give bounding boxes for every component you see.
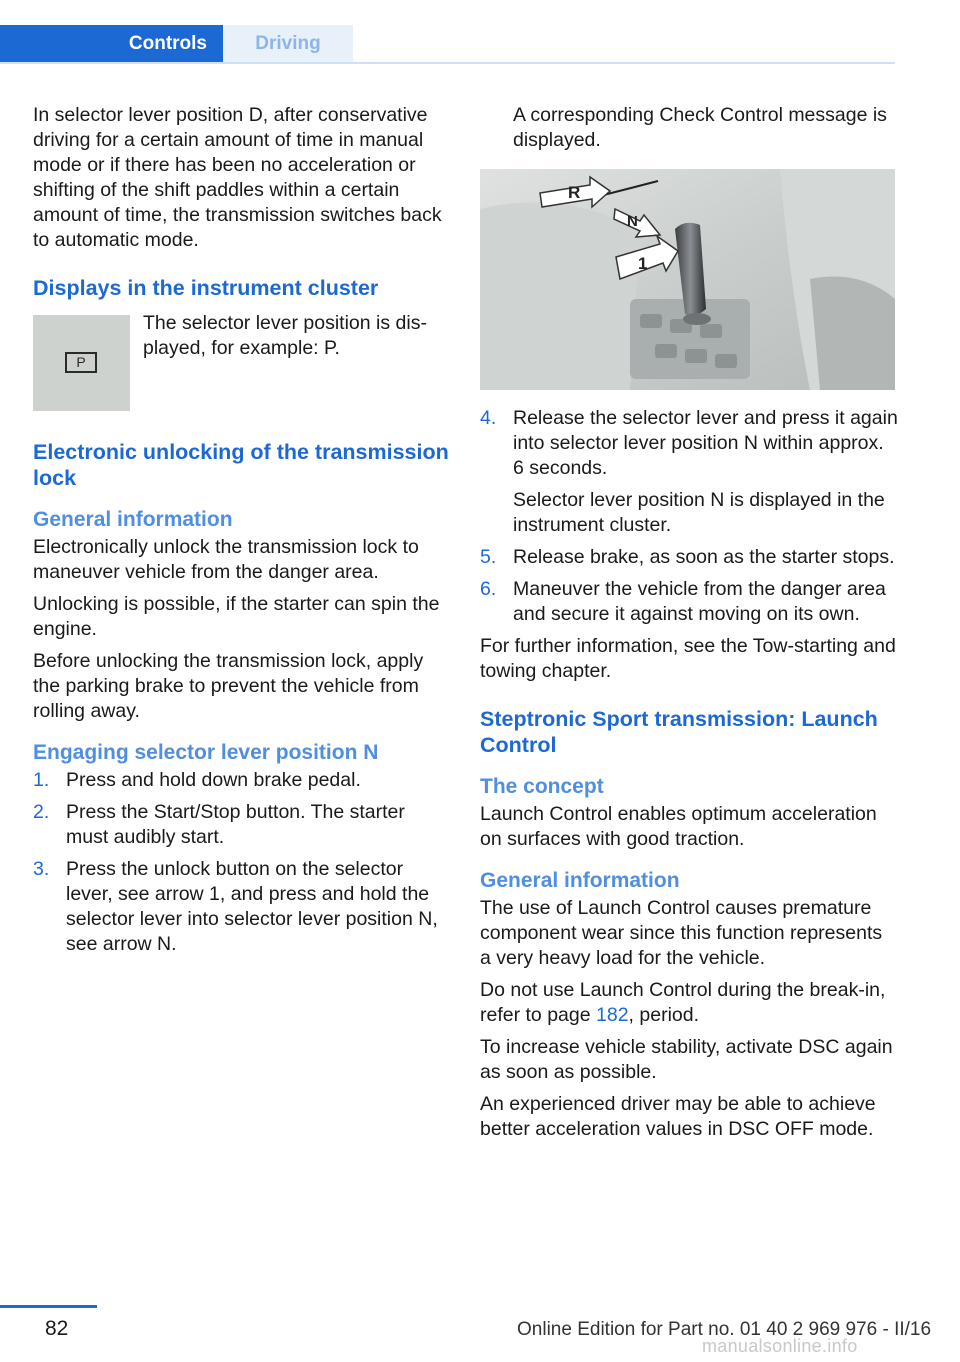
label-1: 1: [638, 254, 648, 273]
console-button: [640, 314, 662, 328]
left-column: [33, 103, 451, 964]
console-left-panel: [480, 202, 640, 390]
console-button: [700, 324, 722, 338]
steps-list-right: [480, 406, 898, 627]
step-number: 3.: [33, 858, 50, 880]
step-text: Maneuver the vehicle from the danger area and secure it against moving on its own.: [513, 578, 886, 625]
heading-unlocking: Electronic unlocking of the transmission lock: [33, 440, 449, 490]
step-item: [33, 768, 451, 793]
heading-general-info-left: General information: [33, 508, 233, 531]
concept-paragraph: Launch Control enables optimum acceleration on surfaces with good traction.: [480, 803, 877, 850]
step-number: 4.: [480, 407, 497, 429]
footer-rule: [0, 1305, 97, 1308]
console-button: [655, 344, 677, 358]
step-item: [33, 800, 451, 850]
launch-paragraph-4: An experienced driver may be able to achieve better acceleration values in DSC OFF mode.: [480, 1093, 876, 1140]
step-subtext: Selector lever position N is displayed in the instrument cluster.: [513, 489, 885, 536]
step-number: 6.: [480, 578, 497, 600]
step-number: 2.: [33, 801, 50, 823]
tab-driving-label: Driving: [255, 33, 321, 54]
general-paragraph-1: Electronically unlock the transmission lock to maneuver vehicle from the danger area.: [33, 536, 419, 583]
check-control-note: A corresponding Check Control message is displayed.: [513, 104, 887, 151]
launch-paragraph-2: [480, 978, 898, 1028]
display-example: [33, 311, 451, 411]
selector-lever-figure: [480, 169, 895, 390]
watermark: manualsonline.info: [702, 1336, 858, 1356]
heading-concept: The concept: [480, 775, 604, 798]
step-item: [480, 406, 898, 538]
general-paragraph-3: Before unlocking the transmission lock, apply the parking brake to prevent the vehicle from rolling away.: [33, 650, 424, 722]
heading-displays: Displays in the instrument cluster: [33, 276, 379, 300]
page-number: 82: [45, 1317, 69, 1340]
step-item: [480, 545, 898, 570]
display-description: The selector lever position is dis‐played, for example: P.: [143, 312, 427, 359]
heading-launch-control: Steptronic Sport transmission: Launch Control: [480, 707, 878, 757]
chapter-tabs: [0, 25, 895, 64]
further-info: For further information, see the Tow-starting and towing chapter.: [480, 635, 896, 682]
gear-p-symbol: P: [76, 354, 86, 370]
step-text: Release the selector lever and press it again into selector lever position N within approx. 6 seconds.: [513, 407, 898, 479]
instrument-cluster-p-image: [33, 315, 130, 411]
edition-note: Online Edition for Part no. 01 40 2 969 976 - II/16: [517, 1319, 932, 1340]
page-182-link[interactable]: 182: [596, 1004, 629, 1026]
right-column: [480, 103, 898, 1149]
launch-paragraph-3: To increase vehicle stability, activate DSC again as soon as possible.: [480, 1036, 893, 1083]
step-text: Release brake, as soon as the starter stops.: [513, 546, 895, 568]
step-text: Press the Start/Stop button. The starter must audibly start.: [66, 801, 405, 848]
tab-driving[interactable]: [223, 25, 353, 62]
step-number: 5.: [480, 546, 497, 568]
launch-paragraph-1: The use of Launch Control causes premature component wear since this function represents a very heavy load for the vehicle.: [480, 897, 883, 969]
gear-p-indicator-icon: [65, 352, 97, 373]
tab-controls[interactable]: [0, 25, 223, 62]
tab-controls-label: Controls: [128, 33, 207, 54]
label-n: N: [627, 213, 638, 230]
intro-paragraph: In selector lever position D, after conservative driving for a certain amount of time in manual mode or if there has been no acceleration or shifting of the shift paddles within a certain amount of time, the transmission switches back to automatic mode.: [33, 104, 442, 251]
step-text: Press and hold down brake pedal.: [66, 769, 361, 791]
period-text: , period.: [628, 1004, 700, 1026]
heading-general-info-right: General information: [480, 869, 680, 892]
armrest: [810, 277, 895, 391]
general-paragraph-2: Unlocking is possible, if the starter can spin the engine.: [33, 593, 440, 640]
console-button: [715, 354, 737, 368]
step-item: [480, 577, 898, 627]
label-r: R: [568, 183, 581, 202]
console-button: [685, 349, 707, 363]
step-text: Press the unlock button on the selector lever, see arrow 1, and press and hold the selector lever into selector lever position N, see arrow N.: [66, 858, 438, 955]
step-number: 1.: [33, 769, 50, 791]
heading-engaging: Engaging selector lever position N: [33, 741, 379, 764]
lever-base: [683, 313, 711, 325]
step-item: [33, 857, 451, 957]
break-in-text: Do not use Launch Control during the break-in, refer to page: [480, 979, 886, 1026]
steps-list-left: [33, 768, 451, 957]
